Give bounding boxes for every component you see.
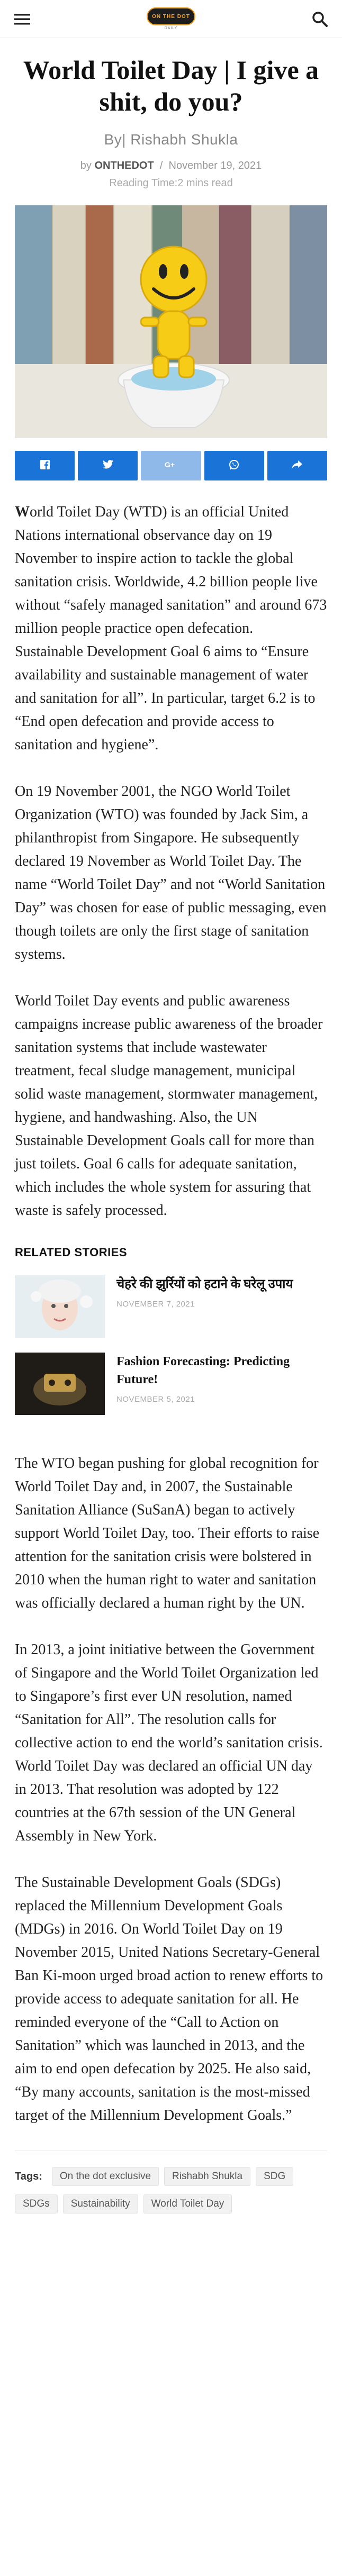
publish-date: November 19, 2021: [168, 160, 262, 171]
article-paragraph: On 19 November 2001, the NGO World Toilet Organization (WTO) was founded by Jack Sim, a philanthropist from Singapore. He subsequently declared 19 November as World Toilet Day. The name “World Toilet Day” and not “World Sanitation Day” was chosen for ease of public messaging, even though toilets are only the first stage of sanitation systems.: [15, 783, 327, 963]
site-logo[interactable]: [147, 7, 195, 30]
svg-text:G+: G+: [165, 460, 175, 469]
related-date: NOVEMBER 7, 2021: [116, 1300, 195, 1309]
article-paragraph: World Toilet Day events and public awareness campaigns increase public awareness of the broader sanitation systems that include wastewater treatment, fecal sludge management, municipal solid waste management, stormwater management, hygiene, and handwashing. Also, the UN Sustainable Development Goals call for more than just toilets. Goal 6 calls for adequate sanitation, which includes the whole system for assuring that waste is safely processed.: [15, 993, 323, 1219]
tag[interactable]: Sustainability: [63, 2194, 138, 2214]
article-meta: [16, 160, 326, 172]
tag[interactable]: On the dot exclusive: [52, 2167, 159, 2186]
reading-time: Reading Time:2 mins read: [109, 177, 233, 189]
share-icon: [292, 460, 302, 471]
google-plus-icon: [165, 460, 177, 471]
meta-prefix: by: [80, 160, 92, 171]
tag-list: [15, 2151, 327, 2235]
article-paragraph: The WTO began pushing for global recognition for World Toilet Day and, in 2007, the Sustainable Sanitation Alliance (SuSanA) began to actively support World Toilet Day, too. Their efforts to raise attention for the sanitation crisis were bolstered in 2010 when the human right to water and sanitation was officially declared a human right by the UN.: [15, 1455, 320, 1611]
article-paragraph: In 2013, a joint initiative between the Government of Singapore and the World Toilet Organization led to Singapore’s first ever UN resolution, named “Sanitation for All”. The resolution calls for collective action to end the world’s sanitation crisis. World Toilet Day was declared an official UN day in 2013. That resolution was adopted by 122 countries at the 67th session of the UN General Assembly in New York.: [15, 1641, 323, 1844]
author-link[interactable]: ONTHEDOT: [94, 160, 154, 171]
related-story[interactable]: [15, 1353, 327, 1415]
tags-label: Tags:: [15, 2170, 42, 2182]
tag[interactable]: SDG: [256, 2167, 293, 2186]
share-bar: [15, 451, 327, 480]
dropcap: W: [15, 504, 30, 520]
article-paragraph: [15, 501, 327, 757]
logo-subtext: DAILY: [164, 26, 178, 30]
related-thumbnail[interactable]: [15, 1275, 105, 1338]
tag[interactable]: Rishabh Shukla: [164, 2167, 250, 2186]
article-title: World Toilet Day | I give a shit, do you?: [23, 55, 319, 116]
related-thumbnail[interactable]: [15, 1353, 105, 1415]
article-paragraph: The Sustainable Development Goals (SDGs) replaced the Millennium Development Goals (MDGs) in 2016. On World Toilet Day on 19 November 2015, United Nations Secretary-General Ban Ki-moon urged broad action to renew efforts to provide access to adequate sanitation for all. He reminded everyone of the “Call to Action on Sanitation” which was launched in 2013, and the aim to end open defecation by 2025. He also said, “By many accounts, sanitation is the most-missed target of the Millennium Development Goals.”: [15, 1874, 323, 2124]
meta-separator: /: [159, 160, 163, 171]
hamburger-menu-icon[interactable]: [12, 8, 33, 30]
twitter-share-button[interactable]: [78, 451, 138, 480]
search-icon[interactable]: [309, 8, 330, 30]
twitter-icon: [103, 460, 113, 471]
facebook-icon: [40, 460, 50, 472]
whatsapp-share-button[interactable]: [204, 451, 264, 480]
related-stories: [0, 1246, 342, 1415]
top-bar: [0, 0, 342, 38]
article-header: [0, 38, 342, 189]
tag[interactable]: SDGs: [15, 2194, 58, 2214]
paragraph-text: orld Toilet Day (WTD) is an official United Nations international observance day on 19 November to inspire action to tackle the global sanitation crisis. Worldwide, 4.2 billion people live without “safely managed sanitation” and around 673 million people practice open defecation. Sustainable Development Goal 6 aims to “Ensure availability and sustainable management of water and sanitation for all”. In particular, target 6.2 is to “End open defecation and provide access to sanitation and hygiene”.: [15, 504, 327, 753]
related-title[interactable]: Fashion Forecasting: Predicting Future!: [116, 1355, 290, 1386]
related-story[interactable]: [15, 1275, 327, 1338]
related-text: [105, 1275, 293, 1309]
article-body-continued: [0, 1441, 342, 2127]
related-date: NOVEMBER 5, 2021: [116, 1395, 195, 1404]
tag[interactable]: World Toilet Day: [143, 2194, 232, 2214]
logo-badge: [147, 7, 195, 25]
article-byline: By| Rishabh Shukla: [104, 131, 238, 148]
related-text: [105, 1353, 327, 1404]
facebook-share-button[interactable]: [15, 451, 75, 480]
related-title[interactable]: चेहरे की झुर्रियों को हटाने के घरेलू उपाय: [116, 1277, 293, 1291]
hero-image: [15, 205, 327, 438]
article-body: [0, 480, 342, 1222]
logo-text: ON THE DOT: [152, 13, 190, 20]
whatsapp-icon: [229, 459, 239, 473]
google-plus-share-button[interactable]: [141, 451, 201, 480]
related-heading: RELATED STORIES: [15, 1246, 128, 1259]
more-share-button[interactable]: [267, 451, 327, 480]
